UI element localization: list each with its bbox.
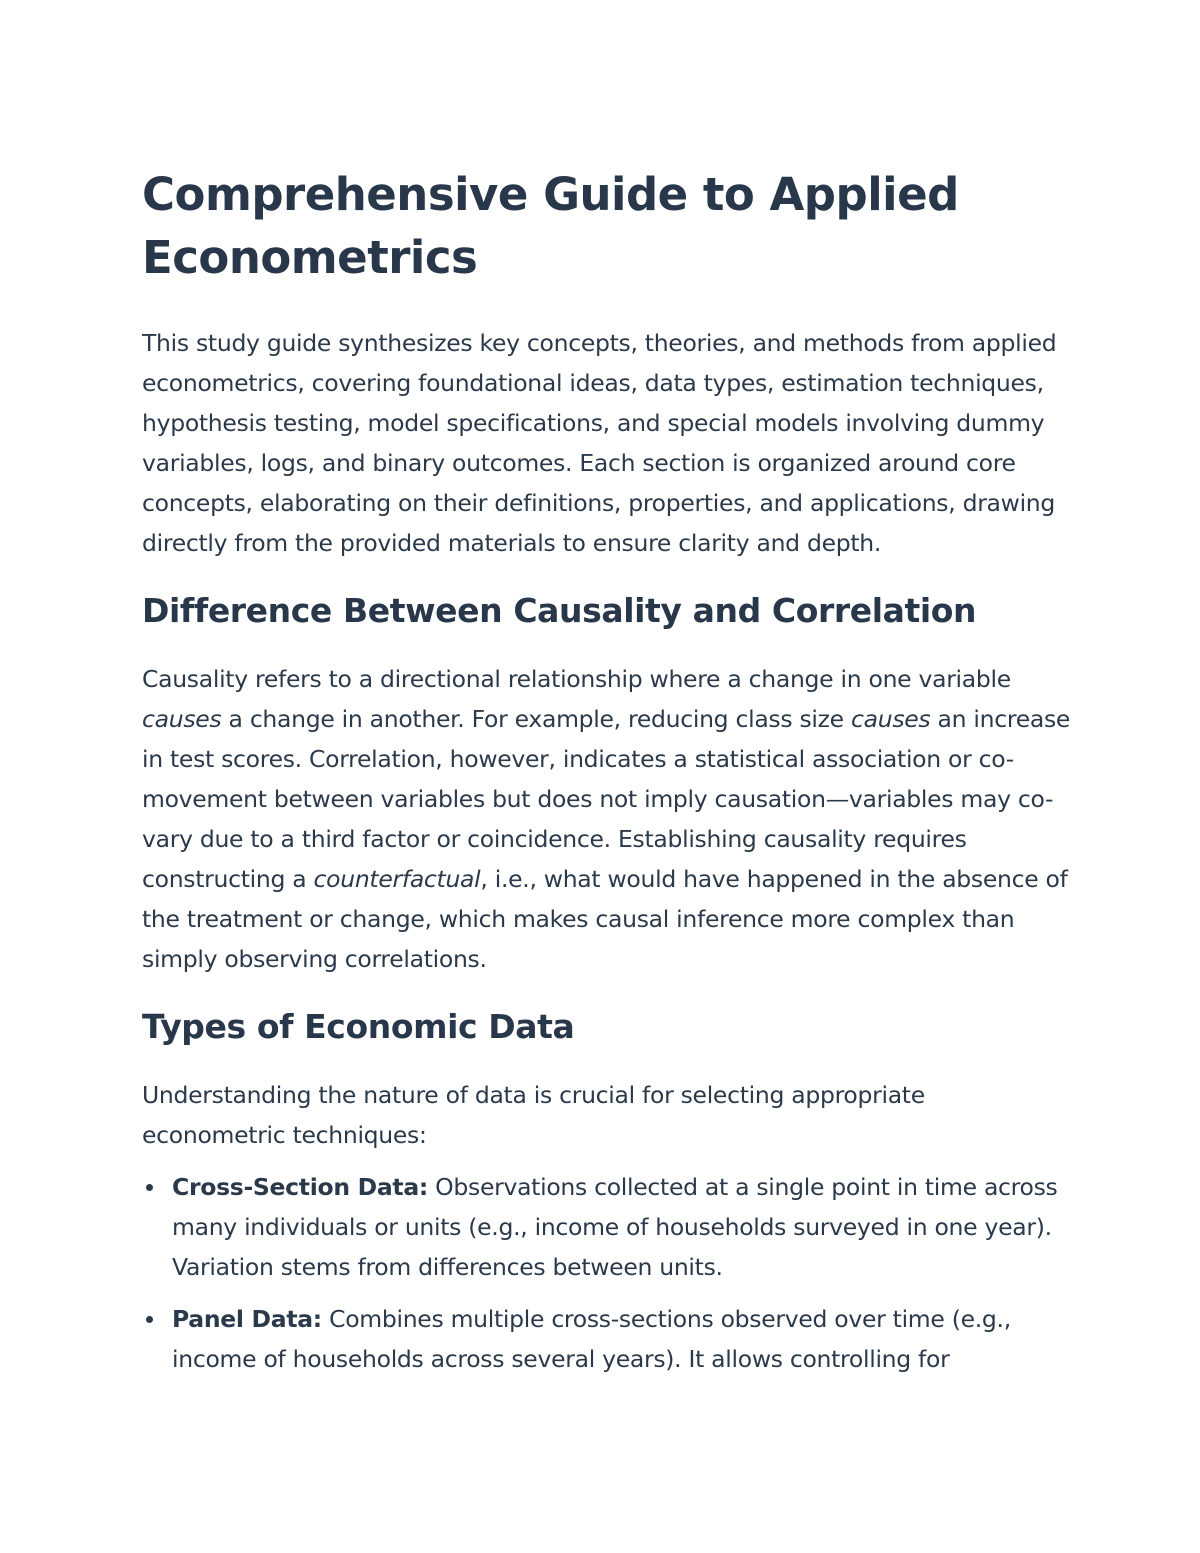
causality-text-4: , i.e., what would have happened in the absence of the treatment or change, which makes causal inference more complex than simply observing correlations. — [142, 865, 1068, 973]
causality-paragraph — [142, 659, 1072, 979]
causality-emphasis-1: causes — [142, 705, 222, 733]
causality-text-3: an increase in test scores. Correlation, however, indicates a statistical association or co-movement between variables but does not imply causation—variables may co-vary due to a third factor or coincidence. Establishing causality requires constructing a — [142, 705, 1071, 893]
list-item-panel — [172, 1299, 1072, 1379]
section-heading-causality: Difference Between Causality and Correlation — [142, 591, 977, 630]
intro-paragraph: This study guide synthesizes key concepts, theories, and methods from applied econometrics, covering foundational ideas, data types, estimation techniques, hypothesis testing, model specifications, and special models involving dummy variables, logs, and binary outcomes. Each section is organized around core concepts, elaborating on their definitions, properties, and applications, drawing directly from the provided materials to ensure clarity and depth. — [142, 329, 1057, 557]
list-item-term: Cross-Section Data: — [172, 1173, 429, 1201]
section-heading-data-types: Types of Economic Data — [142, 1007, 575, 1046]
data-types-intro: Understanding the nature of data is crucial for selecting appropriate econometric techniques: — [142, 1081, 925, 1149]
causality-text-1: Causality refers to a directional relationship where a change in one variable — [142, 665, 1011, 693]
list-item-cross-section — [172, 1167, 1072, 1287]
causality-text-2: a change in another. For example, reducing class size — [221, 705, 852, 733]
list-item-term: Panel Data: — [172, 1305, 322, 1333]
data-types-list — [142, 1167, 1072, 1379]
page-title: Comprehensive Guide to Applied Econometrics — [142, 168, 959, 284]
document-page — [142, 163, 1072, 1391]
causality-emphasis-3: counterfactual — [313, 865, 481, 893]
list-item-text: Observations collected at a single point in time across many individuals or units (e.g., income of households surveyed in one year). Variation stems from differences between units. — [172, 1173, 1058, 1281]
list-item-text: Combines multiple cross-sections observed over time (e.g., income of households across several years). It allows controlling for — [172, 1305, 1011, 1373]
causality-emphasis-2: causes — [851, 705, 931, 733]
